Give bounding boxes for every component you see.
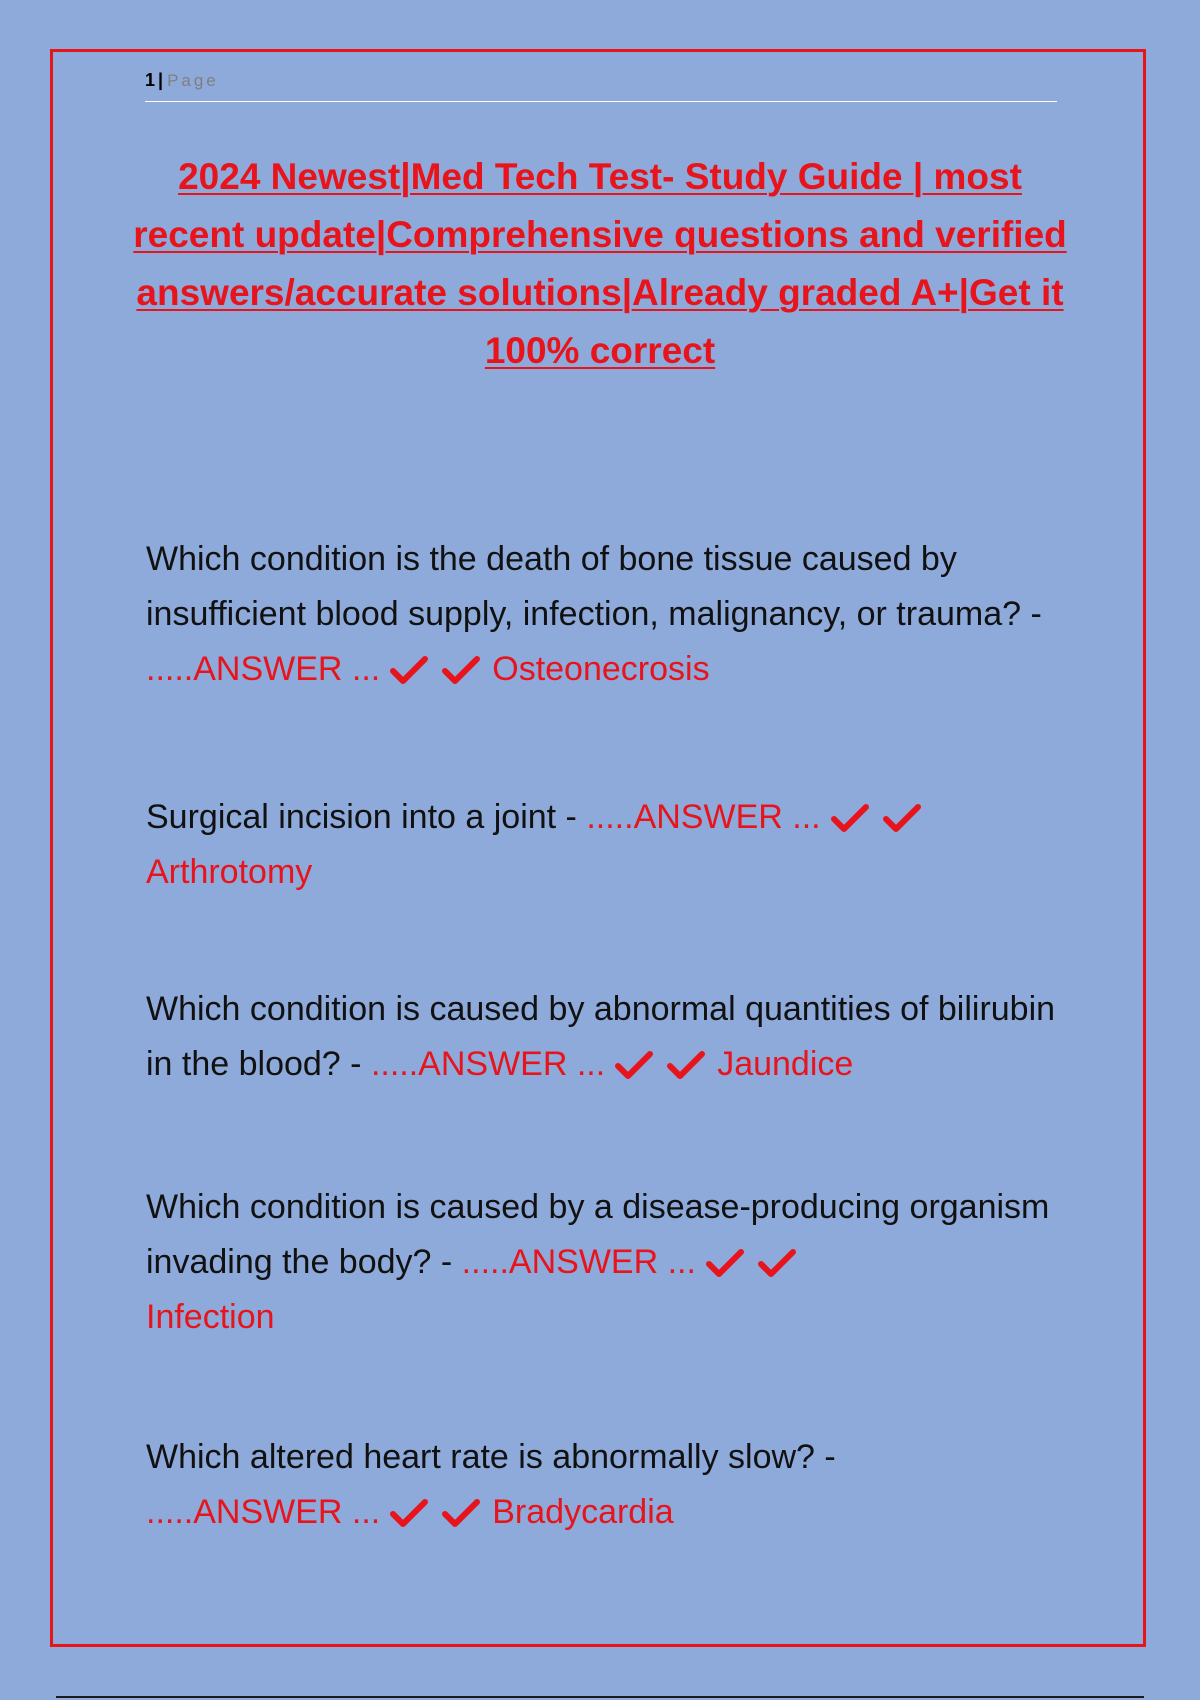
qa-item-1 <box>146 532 1066 697</box>
bottom-divider <box>56 1696 1144 1698</box>
page-number: 1 <box>145 70 156 90</box>
question-text: Which condition is the death of bone tissue caused by insufficient blood supply, infection, malignancy, or trauma? - <box>146 540 1042 633</box>
answer-text: Arthrotomy <box>146 853 313 891</box>
check-mark-icon <box>390 656 428 686</box>
check-mark-icon <box>442 656 480 686</box>
answer-marker: .....ANSWER ... <box>146 1493 381 1531</box>
check-mark-icon <box>758 1249 796 1279</box>
answer-text: Osteonecrosis <box>492 650 710 688</box>
qa-item-3 <box>146 982 1066 1092</box>
answer-marker: .....ANSWER ... <box>586 798 821 836</box>
answer-marker: .....ANSWER ... <box>370 1045 606 1083</box>
answer-text: Infection <box>146 1298 275 1336</box>
question-text: Which altered heart rate is abnormally slow? - <box>146 1438 836 1476</box>
check-mark-icon <box>667 1051 705 1081</box>
question-text: Which condition is caused by a disease-producing organism invading the body? - <box>146 1188 1050 1281</box>
check-mark-icon <box>883 804 921 834</box>
answer-text: Jaundice <box>717 1045 854 1083</box>
answer-marker: .....ANSWER ... <box>461 1243 696 1281</box>
check-mark-icon <box>390 1499 428 1529</box>
check-mark-icon <box>442 1499 480 1529</box>
qa-item-2 <box>146 790 1066 900</box>
page-label: Page <box>167 71 219 90</box>
question-text: Which condition is caused by abnormal quantities of bilirubin in the blood? - <box>146 990 1056 1083</box>
check-mark-icon <box>706 1249 744 1279</box>
qa-item-4 <box>146 1180 1066 1345</box>
question-text: Surgical incision into a joint - <box>146 798 577 836</box>
check-mark-icon <box>831 804 869 834</box>
page-header <box>145 70 1057 102</box>
check-mark-icon <box>615 1051 653 1081</box>
qa-item-5 <box>146 1430 1066 1540</box>
document-title: 2024 Newest|Med Tech Test- Study Guide | most recent update|Comprehensive questions and verified answers/accurate solutions|Already graded A+|Get it 100% correct <box>133 156 1067 371</box>
page-separator: | <box>158 70 164 90</box>
answer-marker: .....ANSWER ... <box>146 650 381 688</box>
answer-text: Bradycardia <box>492 1493 674 1531</box>
